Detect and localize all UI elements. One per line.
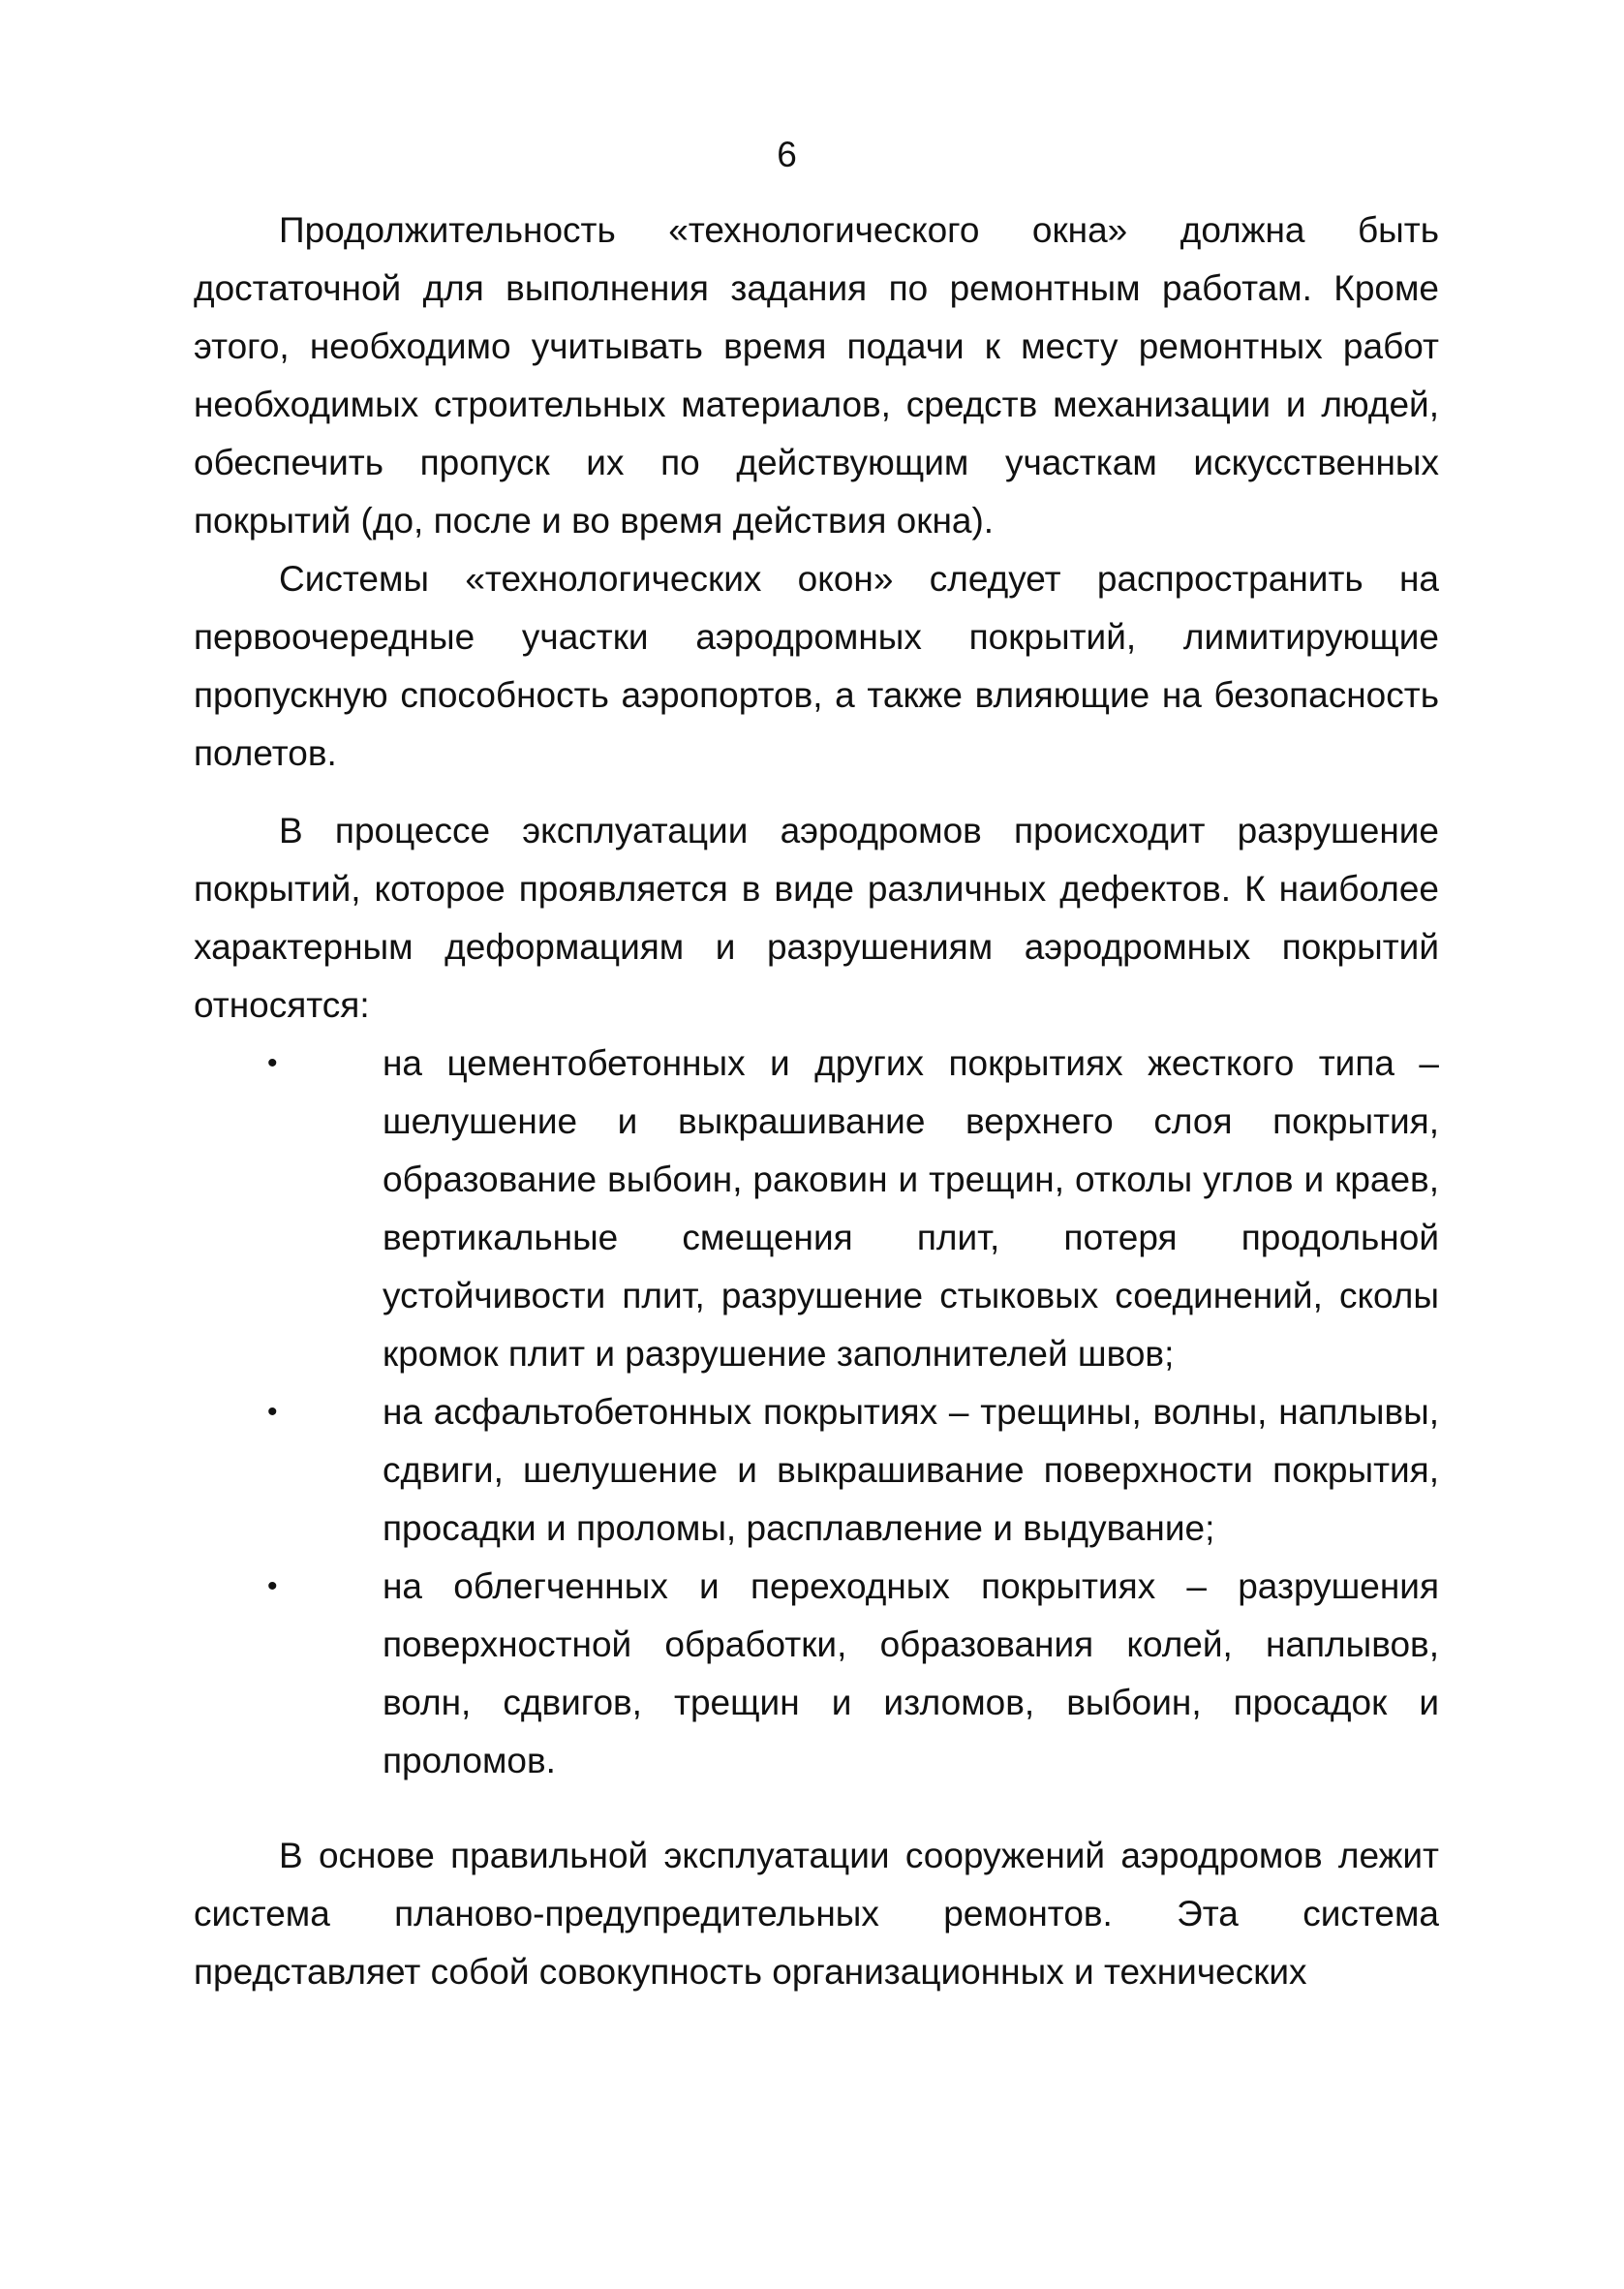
page-number: 6 (777, 135, 797, 174)
defects-list (194, 1035, 1439, 1790)
body-text (194, 201, 1439, 2001)
bullet-icon: • (267, 1396, 278, 1428)
list-item-lightweight-pavement (194, 1558, 1439, 1790)
list-item-text: на асфальтобетонных покрытиях – трещины, волны, наплывы, сдвиги, шелушение и выкрашивание поверхности покрытия, просадки и проломы, расплавление и выдувание; (383, 1392, 1439, 1548)
bullet-icon: • (267, 1570, 278, 1602)
list-item-text: на облегченных и переходных покрытиях – разрушения поверхностной обработки, образования колей, наплывов, волн, сдвигов, трещин и изломов, выбоин, просадок и проломов. (383, 1566, 1439, 1780)
list-item-asphalt-pavement (194, 1383, 1439, 1558)
paragraph-technological-window-systems: Системы «технологических окон» следует распространить на первоочередные участки аэродромных покрытий, лимитирующие пропускную способность аэропортов, а также влияющие на безопасность полетов. (194, 559, 1439, 773)
paragraph-planned-preventive-repairs: В основе правильной эксплуатации сооружений аэродромов лежит система планово-предупредительных ремонтов. Эта система представляет собой совокупность организационных и технических (194, 1836, 1439, 1992)
bullet-icon: • (267, 1047, 278, 1079)
paragraph-pavement-destruction: В процессе эксплуатации аэродромов происходит разрушение покрытий, которое проявляется в виде различных дефектов. К наиболее характерным деформациям и разрушениям аэродромных покрытий относятся: (194, 811, 1439, 1025)
paragraph-technological-window-duration: Продолжительность «технологического окна» должна быть достаточной для выполнения задания по ремонтным работам. Кроме этого, необходимо учитывать время подачи к месту ремонтных работ необходимых строительных материалов, средств механизации и людей, обеспечить пропуск их по действующим участкам искусственных покрытий (до, после и во время действия окна). (194, 210, 1439, 541)
list-item-rigid-pavement (194, 1035, 1439, 1383)
list-item-text: на цементобетонных и других покрытиях жесткого типа – шелушение и выкрашивание верхнего слоя покрытия, образование выбоин, раковин и трещин, отколы углов и краев, вертикальные смещения плит, потеря продольной устойчивости плит, разрушение стыковых соединений, сколы кромок плит и разрушение заполнителей швов; (383, 1043, 1439, 1374)
